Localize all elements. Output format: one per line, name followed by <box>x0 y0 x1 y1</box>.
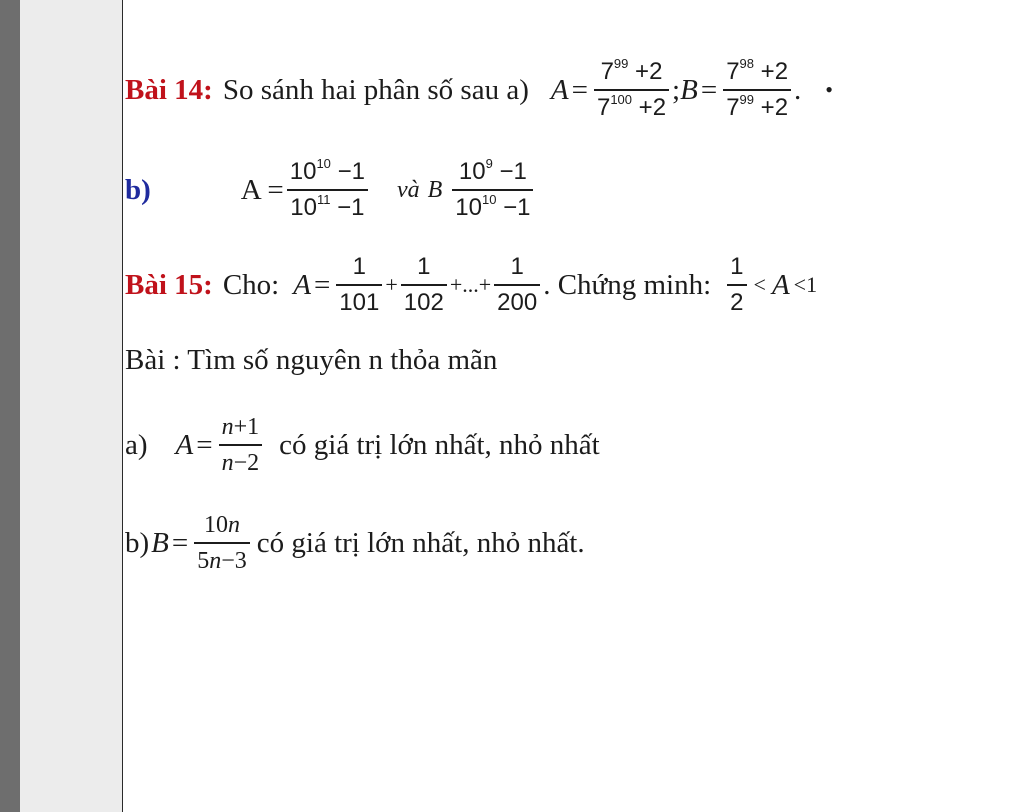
fraction-numerator: 1 <box>510 253 524 280</box>
var-A: A <box>175 428 194 461</box>
part-a-line <box>125 415 600 475</box>
fraction-numerator: $7^{99} +2$ <box>600 56 663 85</box>
equals-sign: = <box>171 526 189 559</box>
fraction-denominator: $10^{10} -1$ <box>455 192 531 221</box>
fraction-A <box>594 56 669 121</box>
fraction-1-200 <box>494 255 540 315</box>
exercise-15-line <box>125 255 817 315</box>
fraction-numerator: $10^9 -1$ <box>458 156 527 185</box>
fraction-numerator: 1 <box>417 253 431 280</box>
exercise-15-prove-text: . Chứng minh: <box>543 268 712 301</box>
fraction-numerator: 1 <box>352 253 366 280</box>
exercise-15-text: Cho: <box>222 268 280 301</box>
fraction-denominator: $7^{100} +2$ <box>596 92 667 121</box>
part-b2-line <box>125 513 585 573</box>
part-a-text: có giá trị lớn nhất, nhỏ nhất <box>279 428 600 461</box>
fraction-n-plus-1-over-n-minus-2 <box>219 415 263 475</box>
fraction-A <box>287 156 368 221</box>
exercise-14-label: Bài 14: <box>125 73 213 106</box>
var-B: B <box>680 73 698 106</box>
fraction-numerator: 1 <box>730 253 744 280</box>
var-A: A <box>550 73 569 106</box>
plus-sign: + <box>385 272 398 297</box>
fraction-B <box>723 56 791 121</box>
fraction-1-102 <box>401 255 447 315</box>
equals-sign: = <box>571 73 588 106</box>
fraction-denominator: 200 <box>497 289 538 316</box>
var-A: A = <box>240 173 284 206</box>
bullet-dot: • <box>825 77 833 102</box>
connector-va: và <box>396 176 420 203</box>
exercise-14-line <box>125 56 833 121</box>
window-edge <box>0 0 20 812</box>
var-B: B <box>427 176 443 203</box>
fraction-one-half <box>727 255 746 315</box>
fraction-B <box>452 156 533 221</box>
ellipsis-sum: +...+ <box>449 272 492 297</box>
fraction-numerator: $10^{10} -1$ <box>289 156 365 185</box>
fraction-denominator: 101 <box>339 289 380 316</box>
fraction-denominator: 2 <box>730 289 744 316</box>
var-A: A <box>293 268 311 301</box>
var-A: A <box>771 268 790 301</box>
exercise-14-text: So sánh hai phân số sau a) <box>222 73 529 106</box>
separator: ; <box>672 73 681 106</box>
part-b2-text: có giá trị lớn nhất, nhỏ nhất. <box>256 526 585 559</box>
equals-sign: = <box>196 428 213 461</box>
fraction-denominator: 5n−3 <box>197 548 247 574</box>
part-a-label: a) <box>125 428 148 461</box>
exercise-14b-line <box>125 156 536 221</box>
less-than-sign: < <box>753 272 766 297</box>
part-b-label: b) <box>125 173 151 206</box>
fraction-numerator: 10n <box>204 512 241 538</box>
document-gutter <box>20 0 122 812</box>
exercise-integer-text: Bài : Tìm số nguyên n thỏa mãn <box>125 344 498 376</box>
equals-sign: = <box>700 73 718 106</box>
fraction-denominator: 102 <box>403 289 444 316</box>
exercise-integer-line <box>125 344 497 377</box>
fraction-denominator: n−2 <box>221 450 260 476</box>
equals-sign: = <box>313 268 331 301</box>
document-page <box>123 0 1024 812</box>
part-b2-label: b) <box>125 526 150 559</box>
fraction-denominator: $10^{11} -1$ <box>290 192 365 221</box>
fraction-numerator: n+1 <box>221 414 260 440</box>
fraction-1-101 <box>336 255 382 315</box>
less-than-one: <1 <box>793 272 818 297</box>
period: . <box>794 73 802 106</box>
var-B: B <box>151 526 169 559</box>
fraction-numerator: $7^{98} +2$ <box>726 56 789 85</box>
fraction-10n-over-5n-minus-3 <box>194 513 250 573</box>
exercise-15-label: Bài 15: <box>125 268 213 301</box>
fraction-denominator: $7^{99} +2$ <box>726 92 789 121</box>
